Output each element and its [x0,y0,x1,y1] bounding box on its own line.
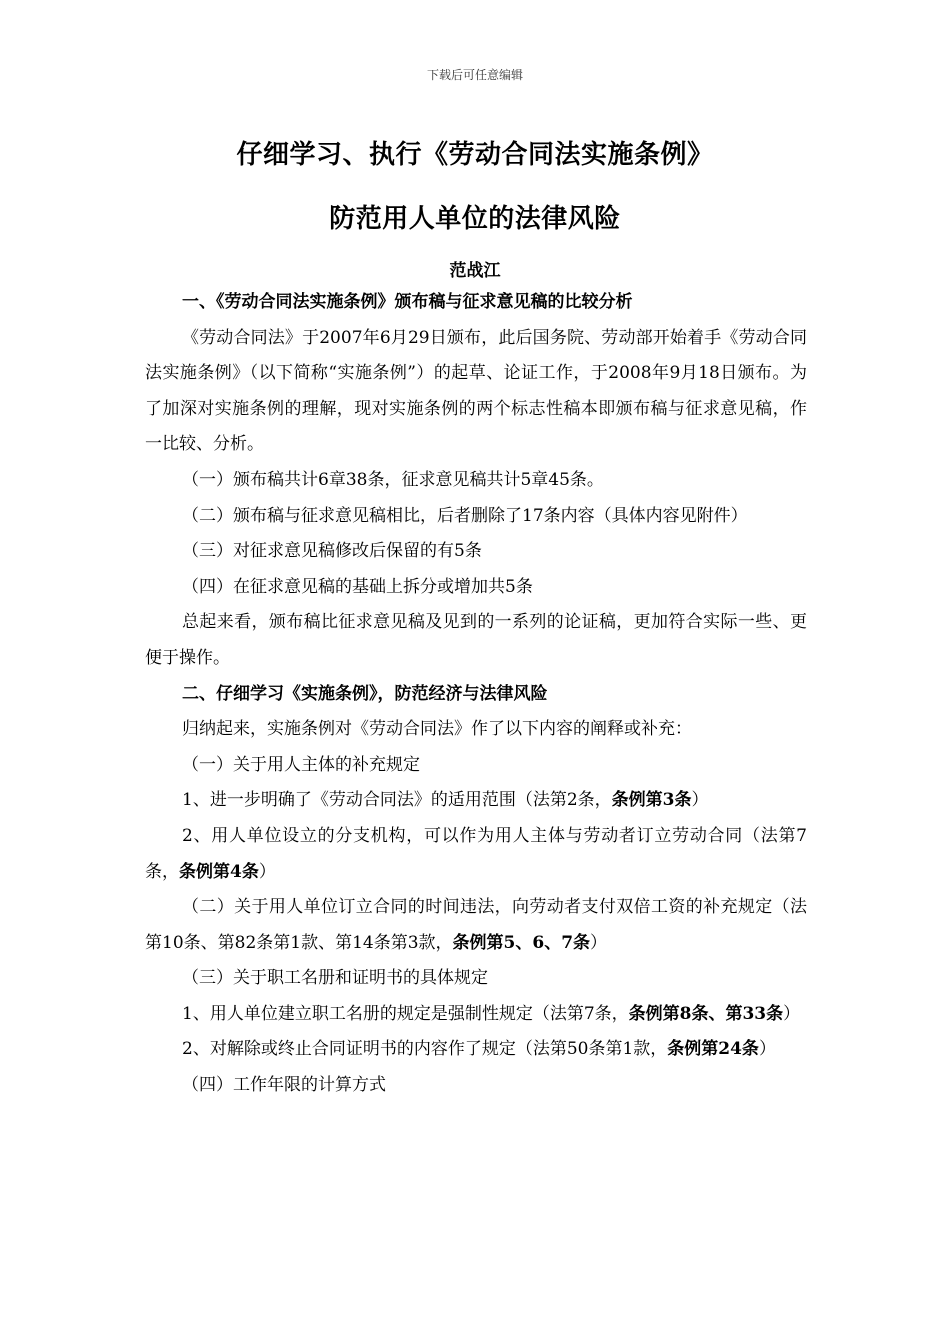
paragraph-end: ） [758,1039,776,1060]
paragraph-text: 1、用人单位建立职工名册的规定是强制性规定（法第7条， [182,1003,629,1024]
paragraph [145,783,807,819]
paragraph: 归纳起来，实施条例对《劳动合同法》作了以下内容的阐释或补充： [182,719,692,740]
paragraph-end: ） [258,861,276,882]
header-note: 下载后可任意编辑 [426,68,523,82]
paragraph: （三）对征求意见稿修改后保留的有5条 [182,541,482,562]
paragraph-text: 1、进一步明确了《劳动合同法》的适用范围（法第2条， [182,790,612,811]
paragraph: 《劳动合同法》于2007年6月29日颁布，此后国务院、劳动部开始着手《劳动合同法实施条例》（以下简称“实施条例”）的起草、论证工作，于2008年9月18日颁布。为了加深对实施条例的理解，现对实施条例的两个标志性稿本即颁布稿与征求意见稿，作一比较、分析。 [145,327,807,455]
paragraph [145,819,807,890]
paragraph: 总起来看，颁布稿比征求意见稿及见到的一系列的论证稿，更加符合实际一些、更便于操作。 [145,612,807,668]
paragraph: （四）在征求意见稿的基础上拆分或增加共5条 [182,576,533,597]
bold-reference: 条例第5、6、7条 [452,932,591,953]
paragraph: （二）颁布稿与征求意见稿相比，后者删除了17条内容（具体内容见附件） [182,505,748,526]
paragraph-end: ） [783,1003,801,1024]
paragraph-text: 2、对解除或终止合同证明书的内容作了规定（法第50条第1款， [182,1039,668,1060]
bold-reference: 条例第8条、第33条 [628,1003,784,1024]
document-title: 仔细学习、执行《劳动合同法实施条例》 [236,140,714,170]
paragraph: （一）关于用人主体的补充规定 [182,754,420,775]
paragraph: （一）颁布稿共计6章38条，征求意见稿共计5章45条。 [182,469,604,490]
paragraph: （三）关于职工名册和证明书的具体规定 [182,968,488,989]
paragraph-text: 2、用人单位设立的分支机构，可以作为用人主体与劳动者订立劳动合同（法第7条， [145,825,807,882]
paragraph [145,890,807,961]
author-name: 范战江 [449,261,501,281]
bold-reference: 条例第24条 [667,1039,759,1060]
paragraph-end: ） [590,932,608,953]
paragraph: （四）工作年限的计算方式 [182,1075,386,1096]
paragraph-text: （二）关于用人单位订立合同的时间违法，向劳动者支付双倍工资的补充规定（法第10条、第82条第1款、第14条第3款， [145,897,807,953]
section-heading-2: 二、仔细学习《实施条例》，防范经济与法律风险 [182,683,548,704]
paragraph [145,997,807,1033]
bold-reference: 条例第4条 [179,861,259,882]
section-heading-1: 一、《劳动合同法实施条例》颁布稿与征求意见稿的比较分析 [182,292,633,312]
paragraph-end: ） [691,790,709,811]
paragraph [145,1032,807,1068]
document-body [145,285,807,1104]
bold-reference: 条例第3条 [611,790,692,811]
document-subtitle: 防范用人单位的法律风险 [329,204,621,234]
